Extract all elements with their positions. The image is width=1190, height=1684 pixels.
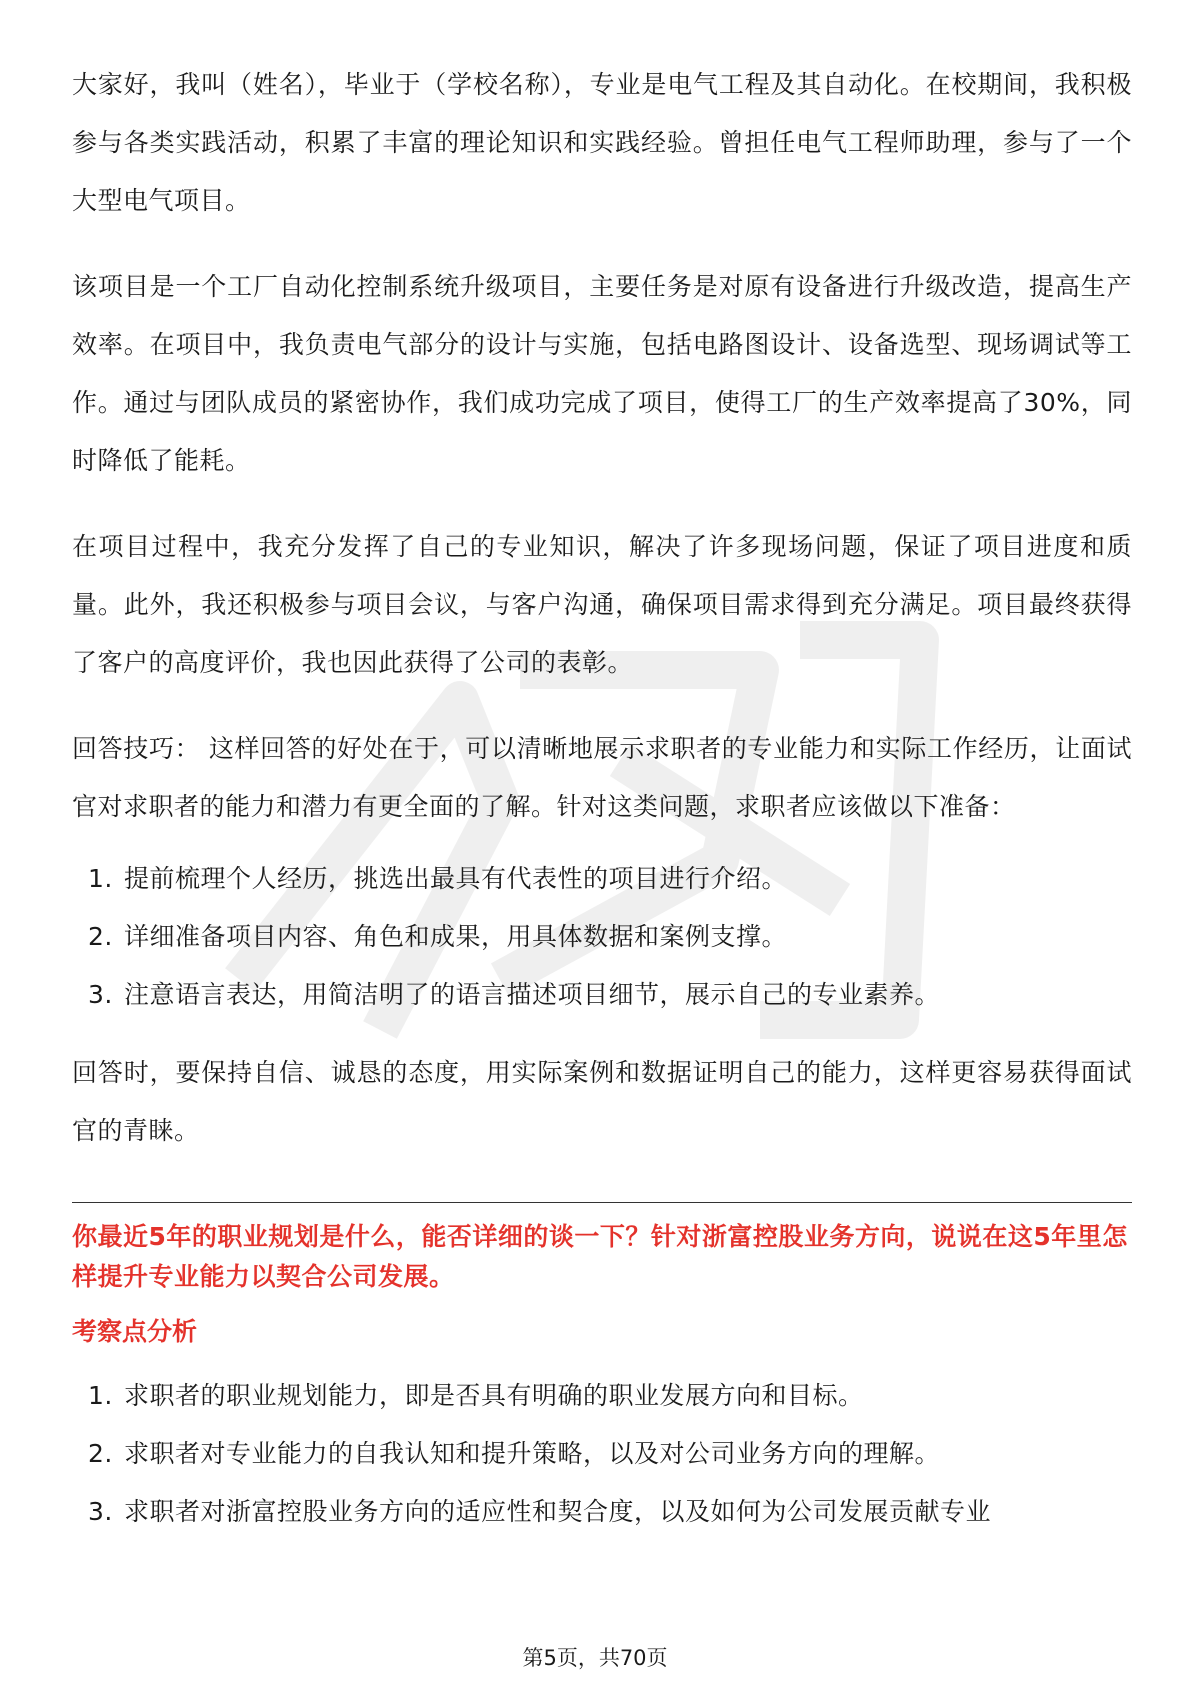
paragraph-tips: 回答技巧： 这样回答的好处在于，可以清晰地展示求职者的专业能力和实际工作经历，让面试官对求职者的能力和潜力有更全面的了解。针对这类问题，求职者应该做以下准备： (72, 734, 1132, 821)
list-number: 1. (88, 1381, 113, 1410)
list-text: 求职者对专业能力的自我认知和提升策略，以及对公司业务方向的理解。 (124, 1439, 941, 1468)
list-number: 2. (88, 922, 113, 951)
list-item (72, 1483, 1132, 1541)
list-text: 详细准备项目内容、角色和成果，用具体数据和案例支撑。 (124, 922, 788, 951)
analysis-list (72, 1367, 1132, 1541)
question-heading: 你最近5年的职业规划是什么，能否详细的谈一下？针对浙富控股业务方向，说说在这5年里怎样提升专业能力以契合公司发展。 (72, 1222, 1128, 1291)
paragraph-intro: 大家好，我叫（姓名），毕业于（学校名称），专业是电气工程及其自动化。在校期间，我积极参与各类实践活动，积累了丰富的理论知识和实践经验。曾担任电气工程师助理，参与了一个大型电气项目。 (72, 70, 1132, 215)
list-number: 3. (88, 980, 113, 1009)
list-text: 注意语言表达，用简洁明了的语言描述项目细节，展示自己的专业素养。 (124, 980, 941, 1009)
list-item (72, 850, 1132, 908)
list-number: 3. (88, 1497, 113, 1526)
list-item (72, 1425, 1132, 1483)
analysis-heading: 考察点分析 (72, 1317, 198, 1346)
list-number: 1. (88, 864, 113, 893)
list-text: 提前梳理个人经历，挑选出最具有代表性的项目进行介绍。 (124, 864, 788, 893)
list-number: 2. (88, 1439, 113, 1468)
list-item (72, 966, 1132, 1024)
list-item (72, 1367, 1132, 1425)
section-divider (72, 1202, 1132, 1203)
paragraph-project: 该项目是一个工厂自动化控制系统升级项目，主要任务是对原有设备进行升级改造，提高生产效率。在项目中，我负责电气部分的设计与实施，包括电路图设计、设备选型、现场调试等工作。通过与团队成员的紧密协作，我们成功完成了项目，使得工厂的生产效率提高了30%，同时降低了能耗。 (72, 272, 1132, 475)
list-text: 求职者对浙富控股业务方向的适应性和契合度，以及如何为公司发展贡献专业 (124, 1497, 992, 1526)
document-page (72, 56, 1132, 1561)
prep-list (72, 850, 1132, 1024)
list-text: 求职者的职业规划能力，即是否具有明确的职业发展方向和目标。 (124, 1381, 864, 1410)
paragraph-closing: 回答时，要保持自信、诚恳的态度，用实际案例和数据证明自己的能力，这样更容易获得面试官的青睐。 (72, 1058, 1132, 1145)
list-item (72, 908, 1132, 966)
paragraph-process: 在项目过程中，我充分发挥了自己的专业知识，解决了许多现场问题，保证了项目进度和质量。此外，我还积极参与项目会议，与客户沟通，确保项目需求得到充分满足。项目最终获得了客户的高度评价，我也因此获得了公司的表彰。 (72, 532, 1132, 677)
page-footer: 第5页，共70页 (522, 1646, 668, 1670)
